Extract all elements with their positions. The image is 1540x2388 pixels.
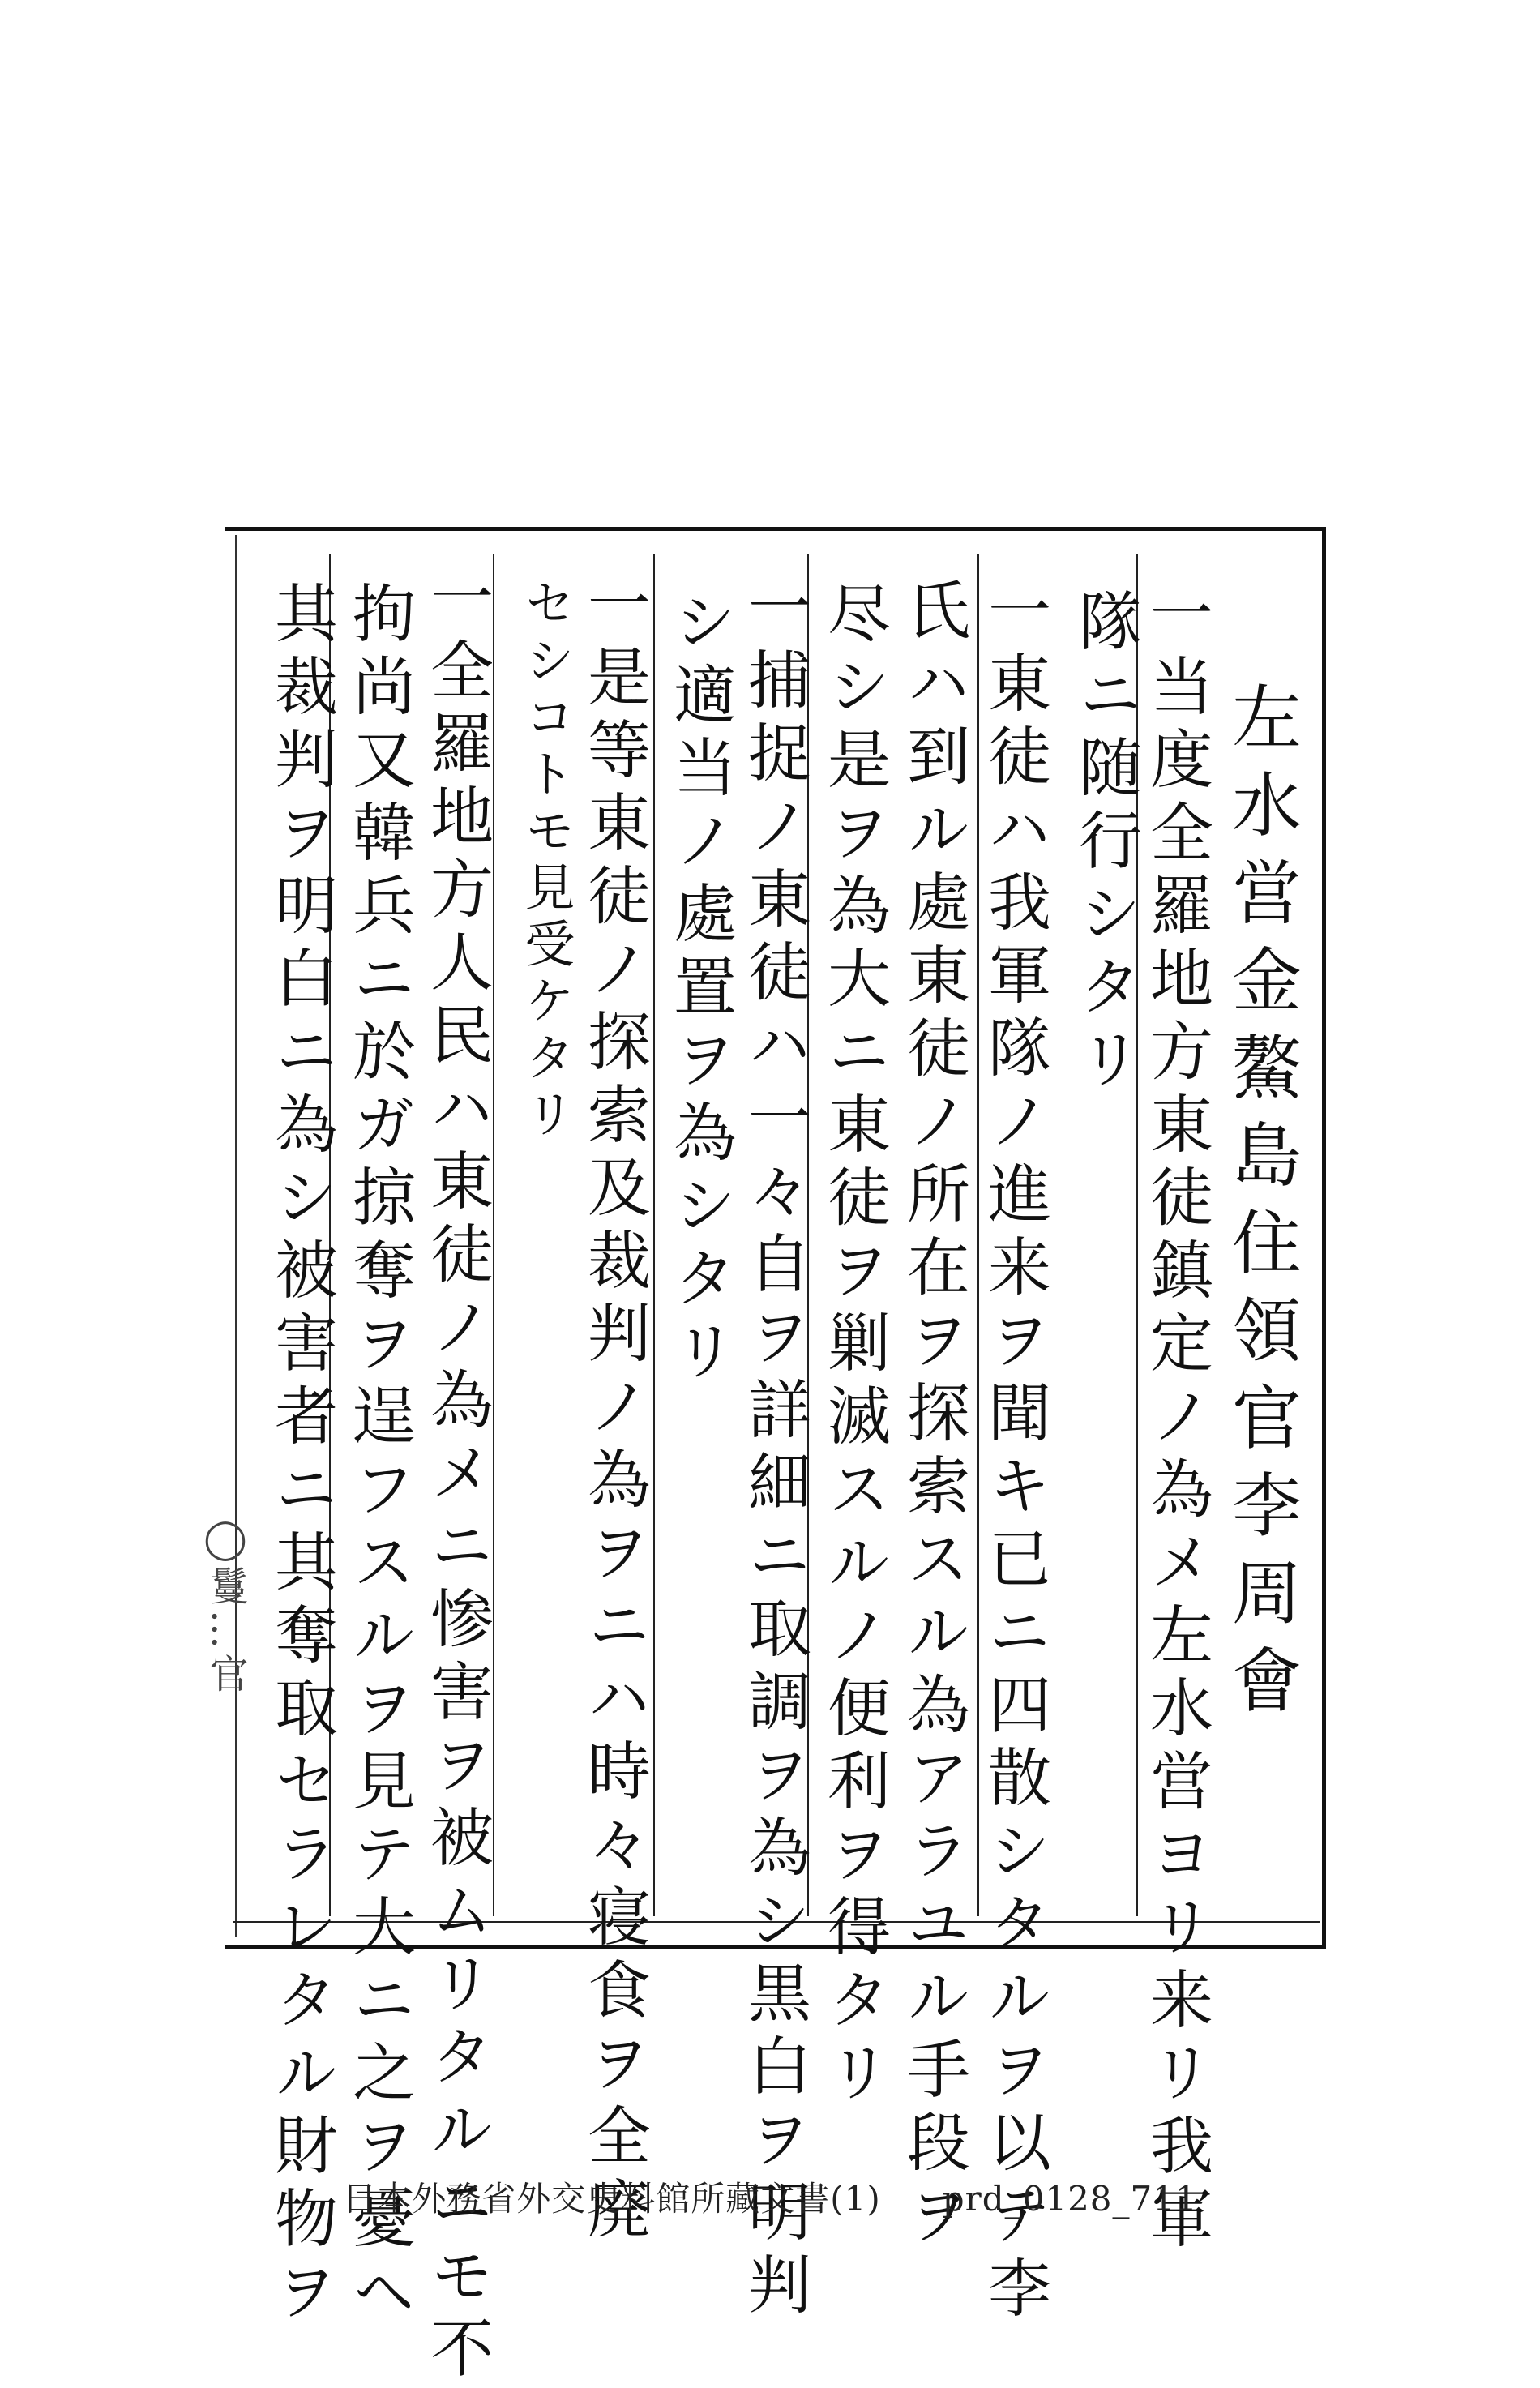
text-column-title: 左水営金鰲島住領官李周會 [1220,681,1301,1731]
text-column: 一東徒ハ我軍隊ノ進来ヲ聞キ已ニ四散シタルヲ以テ李 [977,577,1050,2328]
text-column: 一全羅地方人民ハ東徒ノ為メニ惨害ヲ被ムリタルニモ不 [420,564,493,2388]
text-column: セシコトモ見受ケタリ [516,577,575,1145]
margin-note: ◯鬘…官 [203,1516,248,1697]
text-column: 隊ニ随行シタリ [1068,588,1141,1099]
text-column: 一是等東徒ノ探索及裁判ノ為ヲニハ時々寝食ヲ全廃 [577,571,650,2249]
text-column: 其裁判ヲ明白ニ為シ被害者ニ其奪取セラレタル財物ヲ [264,580,337,2331]
text-column: 氏ハ到ル處東徒ノ所在ヲ探索スル為アラユル手段ヲ [896,577,969,2255]
page-footer [0,2172,1540,2221]
text-column: 一捕捉ノ東徒ハ一々自ヲ詳細ニ取調ヲ為シ黒白ヲ明判 [738,574,811,2325]
footer-collection: 日本外務省外交史料館所藏文書(1) [342,2179,881,2219]
text-column: 拘尚又韓兵ニ於ガ掠奪ヲ逞フスルヲ見テ大ニ之ヲ憂ヘ [342,580,415,2331]
text-column: 尽シ是ヲ為大ニ東徒ヲ剿滅スルノ便利ヲ得タリ [817,580,890,2112]
text-column: 一当度全羅地方東徒鎮定ノ為メ左水営ヨリ来リ我軍 [1140,580,1213,2258]
footer-code: prd_0128_711 [942,2179,1198,2219]
text-column: シ適当ノ處置ヲ為シタリ [663,588,736,1391]
